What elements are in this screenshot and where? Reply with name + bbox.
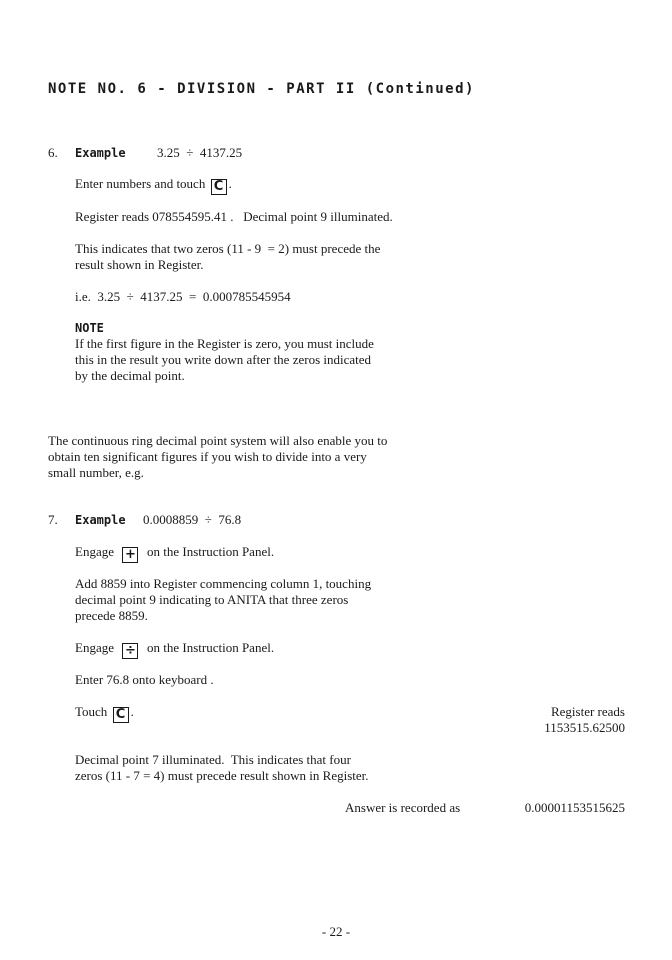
engage-text-end: on the Instruction Panel. bbox=[146, 640, 275, 655]
example-6-enter-line bbox=[75, 176, 232, 195]
example-6-problem: 3.25 ÷ 4137.25 bbox=[157, 145, 243, 160]
example-7-number: 7. bbox=[48, 512, 58, 527]
example-7-problem: 0.0008859 ÷ 76.8 bbox=[143, 512, 242, 527]
add-line-1: Add 8859 into Register commencing column 1, touching bbox=[75, 576, 372, 591]
touch-text-end: . bbox=[130, 704, 134, 719]
clear-key-icon: C bbox=[113, 707, 129, 723]
page-number: - 22 - bbox=[321, 924, 351, 939]
example-6-indicates-line-1: This indicates that two zeros (11 - 9 = 2) must precede the bbox=[75, 241, 381, 256]
paragraph-line-3: small number, e.g. bbox=[48, 465, 144, 480]
answer-value: 0.00001153515625 bbox=[524, 800, 625, 815]
page-title: NOTE NO. 6 - DIVISION - PART II (Continued) bbox=[48, 81, 475, 97]
example-6-result: i.e. 3.25 ÷ 4137.25 = 0.000785545954 bbox=[75, 289, 291, 304]
engage-text: Engage bbox=[75, 640, 114, 655]
engage-text-end: on the Instruction Panel. bbox=[146, 544, 275, 559]
register-reads-label: Register reads bbox=[550, 704, 625, 719]
example-6-register-line: Register reads 078554595.41 . Decimal point 9 illuminated. bbox=[75, 209, 393, 224]
add-line-3: precede 8859. bbox=[75, 608, 148, 623]
example-6-label: Example bbox=[75, 146, 126, 160]
example-7-label: Example bbox=[75, 513, 126, 527]
enter-text-end: . bbox=[228, 176, 232, 191]
example-6-indicates-line-2: result shown in Register. bbox=[75, 257, 204, 272]
paragraph-line-1: The continuous ring decimal point system will also enable you to bbox=[48, 433, 388, 448]
engage-divide-line bbox=[75, 640, 274, 659]
paragraph-line-2: obtain ten significant figures if you wish to divide into a very bbox=[48, 449, 367, 464]
example-6-number: 6. bbox=[48, 145, 58, 160]
engage-text: Engage bbox=[75, 544, 114, 559]
divide-key-icon: ÷ bbox=[122, 643, 138, 659]
add-line-2: decimal point 9 indicating to ANITA that three zeros bbox=[75, 592, 349, 607]
plus-key-icon: + bbox=[122, 547, 138, 563]
note-label: NOTE bbox=[75, 321, 104, 335]
note-line-2: this in the result you write down after the zeros indicated bbox=[75, 352, 372, 367]
clear-key-icon: C bbox=[211, 179, 227, 195]
engage-plus-line bbox=[75, 544, 274, 563]
enter-keyboard-line: Enter 76.8 onto keyboard . bbox=[75, 672, 214, 687]
touch-text: Touch bbox=[75, 704, 108, 719]
touch-line bbox=[75, 704, 134, 723]
note-line-3: by the decimal point. bbox=[75, 368, 185, 383]
decimal-line-2: zeros (11 - 7 = 4) must precede result shown in Register. bbox=[75, 768, 369, 783]
enter-text: Enter numbers and touch bbox=[75, 176, 206, 191]
answer-label: Answer is recorded as bbox=[345, 800, 461, 815]
note-line-1: If the first figure in the Register is zero, you must include bbox=[75, 336, 374, 351]
decimal-line-1: Decimal point 7 illuminated. This indicates that four bbox=[75, 752, 351, 767]
register-reads-value: 1153515.62500 bbox=[544, 720, 625, 735]
